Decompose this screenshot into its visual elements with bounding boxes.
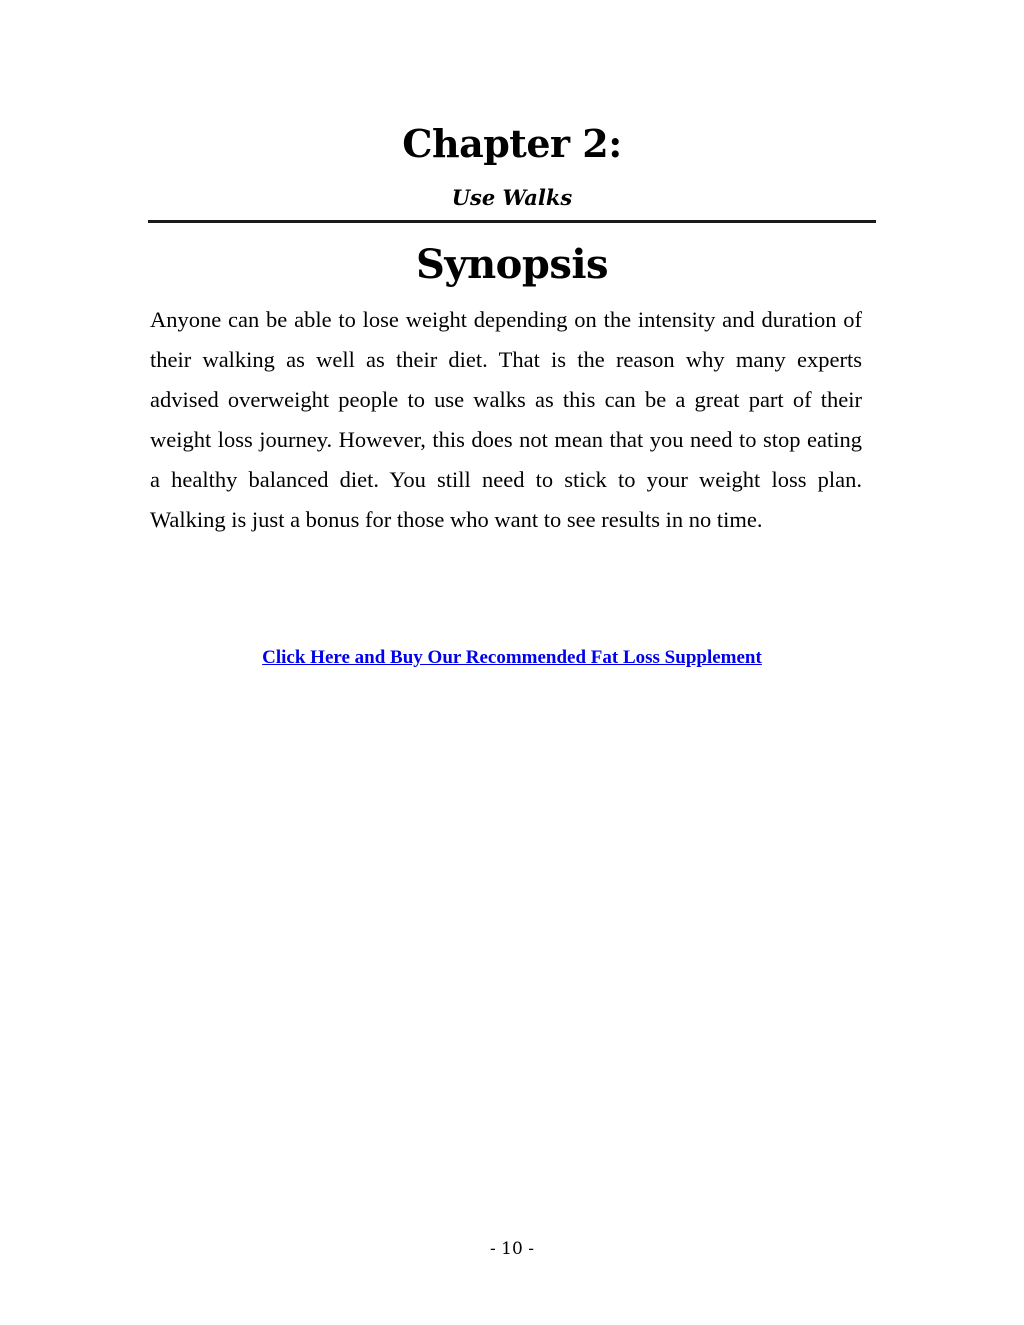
- page-number: - 10 -: [490, 1239, 534, 1259]
- synopsis-paragraph: Anyone can be able to lose weight depending on the intensity and duration of their walking as well as their diet. That is the reason why many experts advised overweight people to use walks as this can be a great part of their weight loss journey. However, this does not mean that you need to stop eating a healthy balanced diet. You still need to stick to your weight loss plan. Walking is just a bonus for those who want to see results in no time.: [150, 307, 862, 532]
- chapter-subtitle: Use Walks: [451, 185, 573, 210]
- horizontal-divider: [148, 220, 876, 223]
- section-title: Synopsis: [415, 241, 609, 288]
- promo-link-container: [0, 646, 1024, 670]
- supplement-link[interactable]: Click Here and Buy Our Recommended Fat Loss Supplement: [262, 647, 762, 668]
- chapter-title: Chapter 2:: [402, 121, 622, 166]
